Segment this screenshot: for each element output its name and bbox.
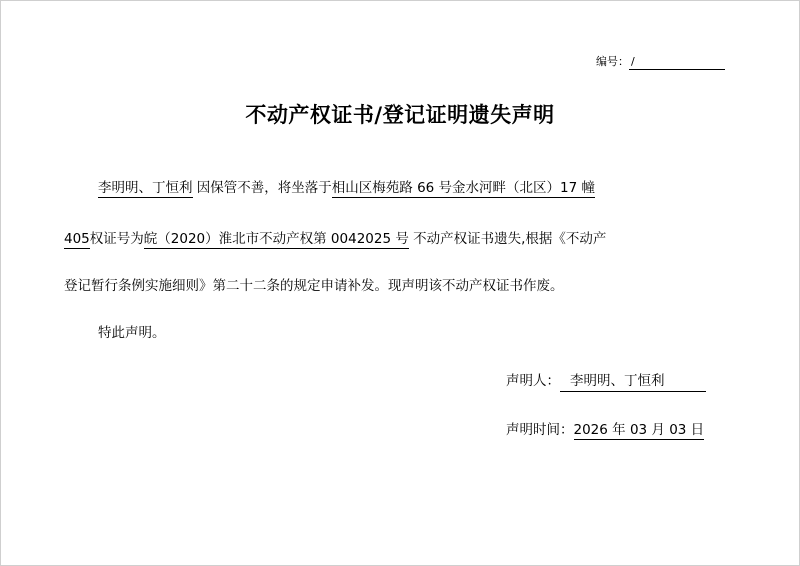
certificate-number: 皖（2020）淮北市不动产权第 0042025 号: [143, 231, 409, 247]
property-address-part2: 405: [64, 231, 90, 247]
body-text-2: 不动产权证书遗失,根据《不动产: [413, 231, 607, 247]
body-line-3: 登记暂行条例实施细则》第二十二条的规定申请补发。现声明该不动产权证书作废。: [64, 278, 564, 294]
body-line-2: [64, 229, 606, 249]
closing-statement: 特此声明。: [98, 325, 166, 341]
declaration-date: [506, 420, 704, 440]
body-text-1: 因保管不善，将坐落于: [196, 180, 332, 196]
declarant-label: 声明人：: [506, 373, 560, 389]
property-address-part1: 相山区梅苑路 66 号金水河畔（北区）17 幢: [331, 180, 596, 196]
declarant-name: 李明明、丁恒利: [560, 371, 706, 392]
serial-value: /: [629, 55, 725, 70]
document-title: 不动产权证书/登记证明遗失声明: [245, 102, 555, 127]
declarant-signature: [506, 371, 706, 392]
serial-label: 编号：: [596, 55, 629, 68]
body-line-1: [98, 178, 595, 198]
owners-name: 李明明、丁恒利: [98, 180, 193, 196]
serial-number: [596, 54, 725, 70]
cert-label: 权证号为: [89, 231, 144, 247]
date-value: 2026 年 03 月 03 日: [573, 422, 705, 438]
date-label: 声明时间：: [506, 422, 574, 438]
